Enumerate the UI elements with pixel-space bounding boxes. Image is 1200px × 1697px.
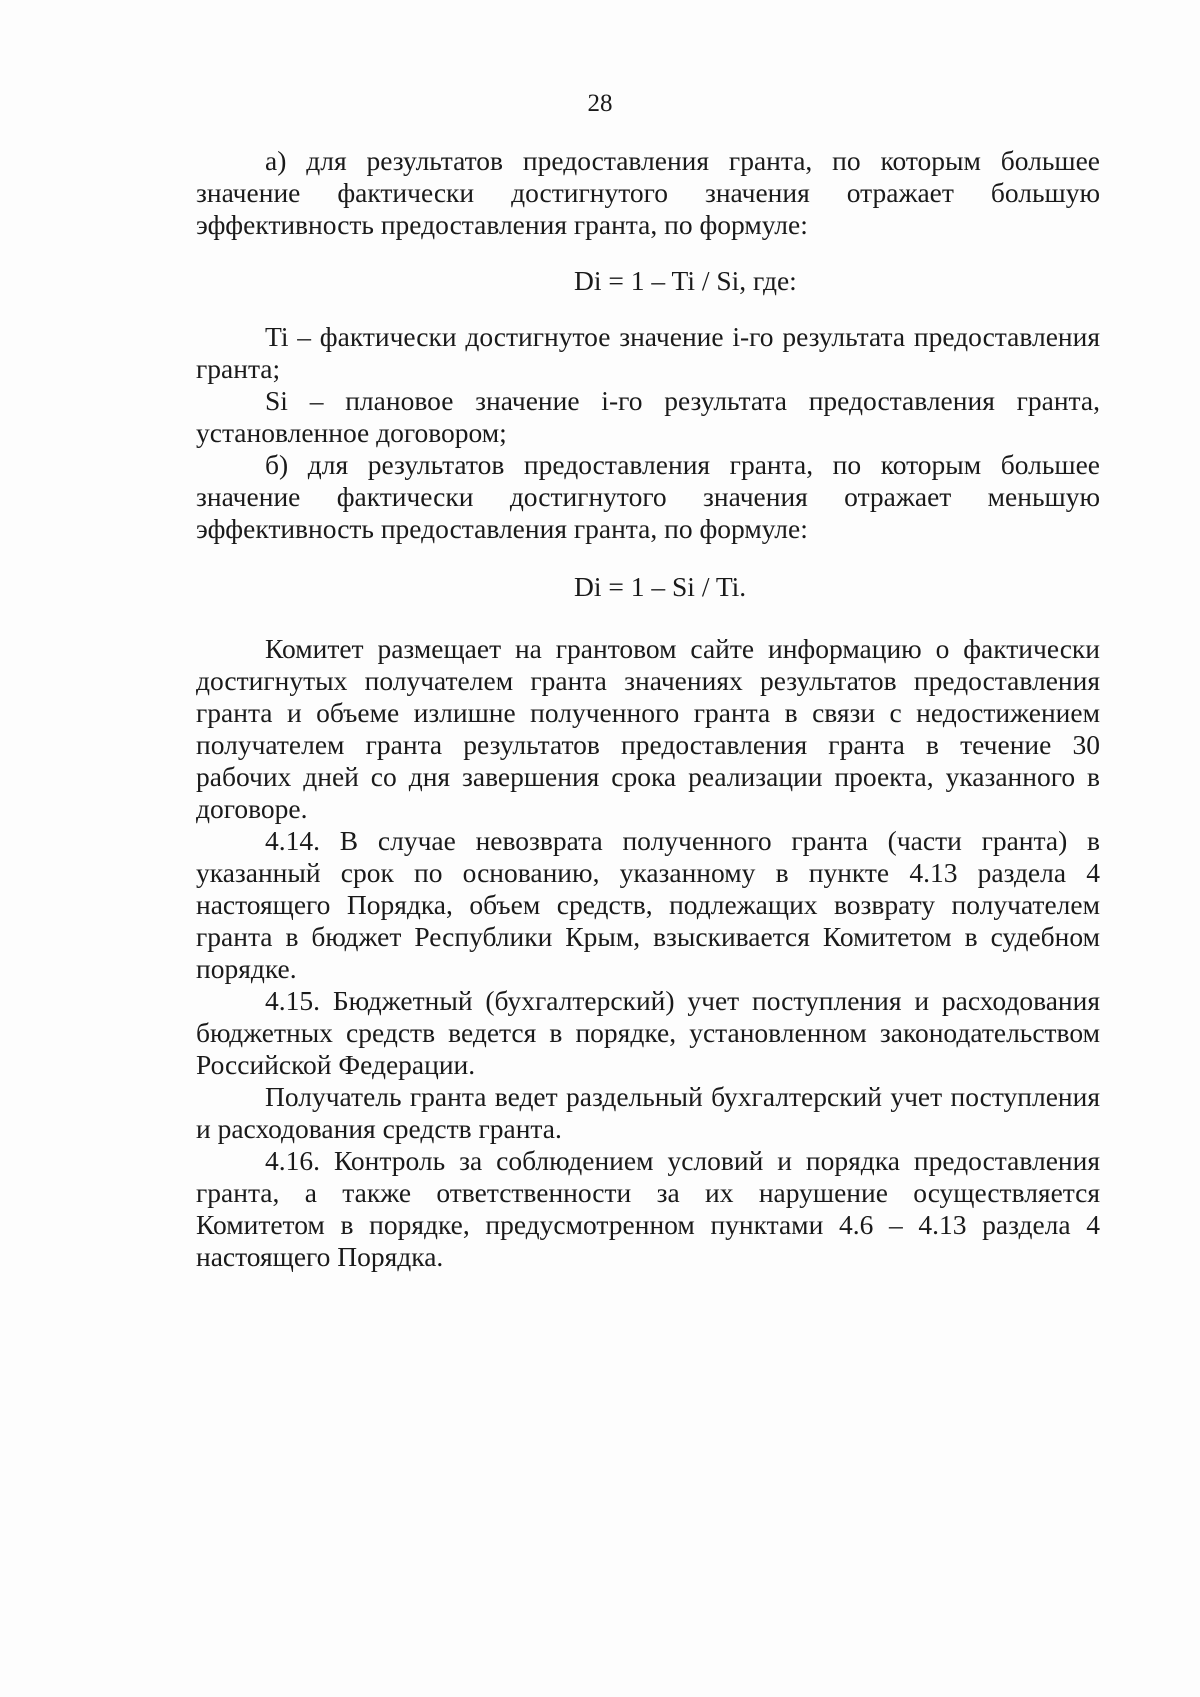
formula-1: Di = 1 – Ti / Si, где: [574, 265, 797, 296]
page-number: 28 [587, 90, 613, 117]
formula-2: Di = 1 – Si / Ti. [574, 571, 747, 602]
definition-ti: Ti – фактически достигнутое значение i-го результата предоставления гранта; [196, 321, 1100, 384]
paragraph-committee: Комитет размещает на грантовом сайте информацию о фактически достигнутых получателем гранта значениях результатов предоставления гранта и объеме излишне полученного гранта в связи с недостижением получателем гранта результатов предоставления гранта в течение 30 рабочих дней со дня завершения срока реализации проекта, указанного в договоре. [196, 633, 1100, 824]
document-body [196, 145, 1100, 1273]
paragraph-4-16: 4.16. Контроль за соблюдением условий и порядка предоставления гранта, а также ответственности за их нарушение осуществляется Комитетом в порядке, предусмотренном пунктами 4.6 – 4.13 раздела 4 настоящего Порядка. [196, 1145, 1100, 1272]
paragraph-4-15: 4.15. Бюджетный (бухгалтерский) учет поступления и расходования бюджетных средств ведется в порядке, установленном законодательством Российской Федерации. [196, 985, 1100, 1080]
paragraph-recipient: Получатель гранта ведет раздельный бухгалтерский учет поступления и расходования средств гранта. [196, 1081, 1100, 1144]
paragraph-4-14: 4.14. В случае невозврата полученного гранта (части гранта) в указанный срок по основанию, указанному в пункте 4.13 раздела 4 настоящего Порядка, объем средств, подлежащих возврату получателем гранта в бюджет Республики Крым, взыскивается Комитетом в судебном порядке. [196, 825, 1100, 984]
paragraph-b: б) для результатов предоставления гранта, по которым большее значение фактически достигнутого значения отражает меньшую эффективность предоставления гранта, по формуле: [196, 449, 1100, 544]
paragraph-a: а) для результатов предоставления гранта, по которым большее значение фактически достигнутого значения отражает большую эффективность предоставления гранта, по формуле: [196, 145, 1100, 240]
definition-si: Si – плановое значение i-го результата предоставления гранта, установленное договором; [196, 385, 1100, 448]
